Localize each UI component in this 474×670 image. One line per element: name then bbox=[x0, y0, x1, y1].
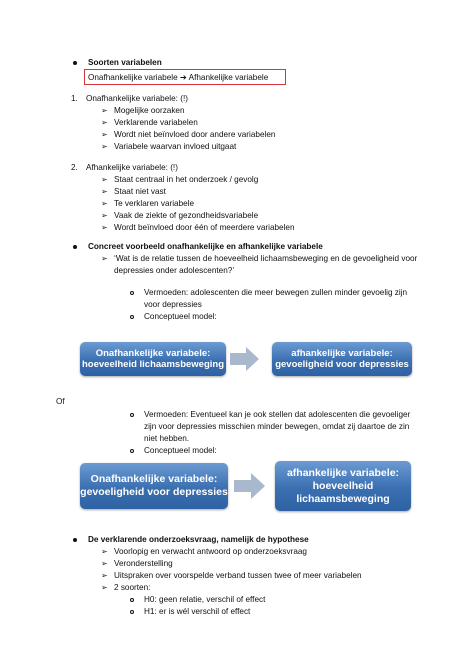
arrow-bullet-icon: ➢ bbox=[101, 199, 108, 208]
arrow-bullet-icon: ➢ bbox=[101, 187, 108, 196]
hypothese-sub-item: H1: er is wél verschil of effect bbox=[144, 607, 251, 616]
section-title-voorbeeld: Concreet voorbeeld onafhankelijke en afhankelijke variabele bbox=[88, 242, 323, 251]
hypothese-item: Voorlopig en verwacht antwoord op onderzoeksvraag bbox=[114, 547, 307, 556]
vermoeden-2: niet hebben. bbox=[144, 434, 190, 443]
bullet-icon bbox=[73, 245, 77, 249]
hypothese-sub-item: H0: geen relatie, verschil of effect bbox=[144, 595, 266, 604]
circle-bullet-icon bbox=[130, 598, 134, 602]
model2-arrow-icon bbox=[234, 472, 266, 500]
variables-box-text: Onafhankelijke variabele ➔ Afhankelijke variabele bbox=[88, 73, 269, 82]
list2-item: Wordt beïnvloed door één of meerdere variabelen bbox=[114, 223, 295, 232]
arrow-bullet-icon: ➢ bbox=[101, 142, 108, 151]
arrow-bullet-icon: ➢ bbox=[101, 559, 108, 568]
vermoeden-1: Vermoeden: adolescenten die meer bewegen zullen minder gevoelig zijn bbox=[144, 288, 408, 297]
circle-bullet-icon bbox=[130, 291, 134, 295]
list1-item: Variabele waarvan invloed uitgaat bbox=[114, 142, 237, 151]
arrow-bullet-icon: ➢ bbox=[101, 583, 108, 592]
model2-independent-label: gevoeligheid voor depressies bbox=[80, 486, 228, 498]
question-line: ‘Wat is de relatie tussen de hoeveelheid lichaamsbeweging en de gevoeligheid voor bbox=[114, 254, 418, 263]
circle-bullet-icon bbox=[130, 449, 134, 453]
circle-bullet-icon bbox=[130, 610, 134, 614]
vermoeden-2: Vermoeden: Eventueel kan je ook stellen dat adolescenten die gevoeliger bbox=[144, 410, 411, 419]
model2-independent-label: Onafhankelijke variabele: bbox=[90, 473, 218, 485]
arrow-bullet-icon: ➢ bbox=[101, 106, 108, 115]
model2-dependent-label: lichaamsbeweging bbox=[296, 492, 390, 505]
section-title-soorten: Soorten variabelen bbox=[88, 58, 162, 67]
arrow-bullet-icon: ➢ bbox=[101, 571, 108, 580]
list1-number: 1. bbox=[71, 94, 78, 103]
model2-dependent-label: hoeveelheid bbox=[312, 479, 374, 492]
arrow-bullet-icon: ➢ bbox=[101, 130, 108, 139]
hypothese-item: 2 soorten: bbox=[114, 583, 151, 592]
arrow-bullet-icon: ➢ bbox=[101, 254, 108, 263]
list2-heading: Afhankelijke variabele: (!) bbox=[86, 163, 178, 172]
arrow-bullet-icon: ➢ bbox=[101, 223, 108, 232]
arrow-bullet-icon: ➢ bbox=[101, 175, 108, 184]
circle-bullet-icon bbox=[130, 315, 134, 319]
hypothese-item: Veronderstelling bbox=[114, 559, 173, 568]
list2-number: 2. bbox=[71, 163, 78, 172]
model2-independent-box bbox=[80, 463, 228, 509]
bullet-icon bbox=[73, 61, 77, 65]
conceptueel-model-1-label: Conceptueel model: bbox=[144, 312, 217, 321]
list2-item: Te verklaren variabele bbox=[114, 199, 195, 208]
list1-item: Wordt niet beïnvloed door andere variabelen bbox=[114, 130, 276, 139]
list1-heading: Onafhankelijke variabele: (!) bbox=[86, 94, 188, 103]
vermoeden-2: zijn voor depressies misschien minder bewegen, omdat zij daartoe de zin bbox=[144, 422, 410, 431]
model1-independent-label: hoeveelheid lichaamsbeweging bbox=[81, 359, 225, 370]
list2-item: Staat niet vast bbox=[114, 187, 166, 196]
of-label: Of bbox=[56, 397, 65, 406]
model2-dependent-box bbox=[275, 461, 411, 511]
model1-dependent-label: afhankelijke variabele: bbox=[291, 347, 393, 359]
vermoeden-1: voor depressies bbox=[144, 300, 202, 309]
list1-item: Verklarende variabelen bbox=[114, 118, 198, 127]
circle-bullet-icon bbox=[130, 413, 134, 417]
conceptueel-model-2-label: Conceptueel model: bbox=[144, 446, 217, 455]
model1-dependent-box bbox=[272, 342, 412, 376]
arrow-bullet-icon: ➢ bbox=[101, 547, 108, 556]
section-title-hypothese: De verklarende onderzoeksvraag, namelijk de hypothese bbox=[88, 535, 309, 544]
model1-independent-label: Onafhankelijke variabele: bbox=[95, 347, 211, 359]
model1-dependent-label: gevoeligheid voor depressies bbox=[275, 359, 409, 370]
list2-item: Vaak de ziekte of gezondheidsvariabele bbox=[114, 211, 259, 220]
model2-dependent-label: afhankelijke variabele: bbox=[286, 466, 400, 479]
arrow-bullet-icon: ➢ bbox=[101, 118, 108, 127]
list1-item: Mogelijke oorzaken bbox=[114, 106, 185, 115]
hypothese-item: Uitspraken over voorspelde verband tussen twee of meer variabelen bbox=[114, 571, 362, 580]
bullet-icon bbox=[73, 538, 77, 542]
model1-arrow-icon bbox=[230, 346, 260, 372]
question-line: depressies onder adolescenten?’ bbox=[114, 266, 235, 275]
model1-independent-box bbox=[80, 342, 226, 376]
arrow-bullet-icon: ➢ bbox=[101, 211, 108, 220]
list2-item: Staat centraal in het onderzoek / gevolg bbox=[114, 175, 259, 184]
